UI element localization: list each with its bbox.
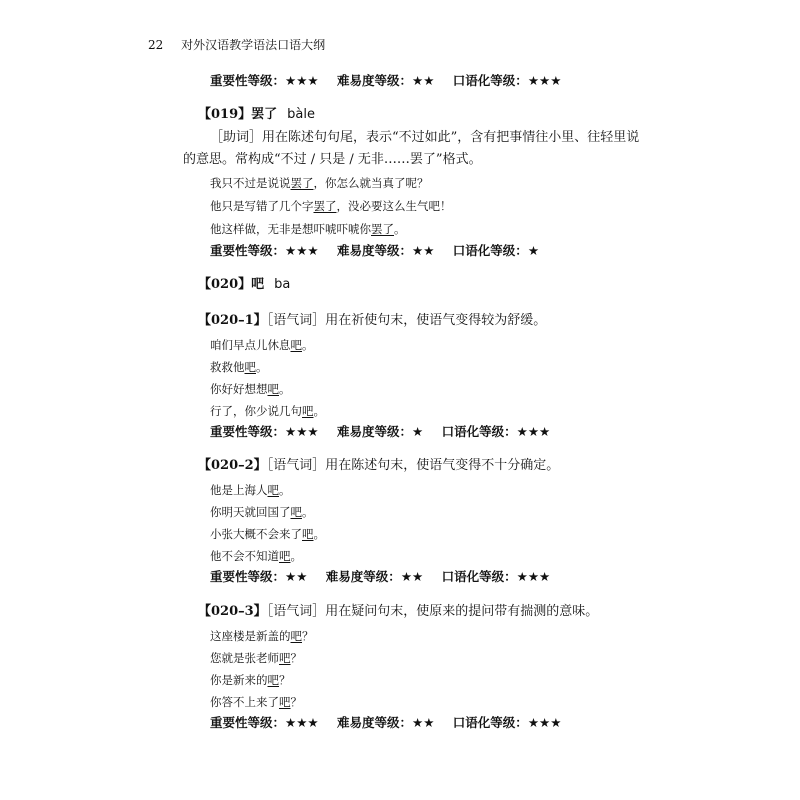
definition-text: ［助词］用在陈述句句尾，表示“不过如此”，含有把事情往小里、往轻里说 (210, 130, 640, 145)
rating-row: 重要性等级：★★ 难易度等级：★★ 口语化等级：★★★ (210, 569, 551, 584)
keyword: 吧 (267, 382, 279, 396)
keyword: 吧 (279, 651, 291, 665)
keyword: 吧 (267, 483, 279, 497)
keyword: 吧 (279, 549, 291, 563)
importance-stars: ★★ (285, 569, 308, 584)
entry-number: 【019】罢了 (198, 107, 278, 122)
definition-text: 的意思。常构成“不过 / 只是 / 无非……罢了”格式。 (183, 152, 482, 167)
difficulty-stars: ★★ (412, 243, 435, 258)
example-sentence: 小张大概不会来了吧。 (210, 527, 325, 541)
keyword: 吧 (267, 673, 279, 687)
example-sentence: 行了，你少说几句吧。 (210, 404, 325, 418)
rating-row: 重要性等级：★★★ 难易度等级：★★ 口语化等级：★ (210, 243, 540, 258)
keyword: 吧 (302, 527, 314, 541)
book-title: 对外汉语教学语法口语大纲 (181, 38, 326, 52)
sub-entry-020-3 (198, 604, 598, 620)
rating-row (210, 73, 561, 89)
definition-text: ［语气词］用在陈述句末，使语气变得不十分确定。 (266, 458, 560, 473)
example-sentence: 他不会不知道吧。 (210, 549, 302, 563)
entry-pinyin: bàle (287, 107, 315, 122)
difficulty-stars: ★★ (400, 569, 424, 584)
running-header (148, 36, 325, 53)
example-sentence: 这座楼是新盖的吧？ (210, 629, 314, 643)
difficulty-stars: ★★ (412, 715, 435, 730)
sub-entry-number: 【020–3】 (198, 604, 267, 619)
keyword: 罢了 (371, 222, 394, 236)
difficulty-stars: ★★ (412, 73, 435, 88)
colloquial-stars: ★★★ (527, 73, 562, 88)
example-sentence: 他是上海人吧。 (210, 483, 291, 497)
importance-stars: ★★★ (285, 424, 319, 439)
difficulty-stars: ★ (412, 424, 424, 439)
example-sentence: 我只不过是说说罢了，你怎么就当真了呢？ (210, 176, 429, 190)
keyword: 吧 (302, 404, 314, 418)
keyword: 罢了 (313, 199, 337, 213)
keyword: 吧 (290, 505, 302, 519)
importance-stars: ★★★ (285, 73, 319, 88)
keyword: 吧 (279, 695, 291, 709)
colloquial-stars: ★ (527, 243, 540, 258)
example-sentence: 你好好想想吧。 (210, 382, 291, 396)
keyword: 罢了 (290, 176, 314, 190)
colloquial-stars: ★★★ (516, 424, 551, 439)
example-sentence: 您就是张老师吧？ (210, 651, 302, 665)
sub-entry-020-1 (198, 313, 546, 329)
definition-text: ［语气词］用在疑问句末，使原来的提问带有揣测的意味。 (266, 604, 599, 619)
rating-row: 重要性等级：★★★ 难易度等级：★ 口语化等级：★★★ (210, 424, 551, 439)
example-sentence: 你是新来的吧？ (210, 673, 291, 687)
importance-label: 重要性等级： (210, 73, 286, 88)
difficulty-label: 难易度等级： (337, 73, 413, 88)
example-sentence: 你答不上来了吧？ (210, 695, 302, 709)
example-sentence: 咱们早点儿休息吧。 (210, 338, 314, 352)
importance-stars: ★★★ (285, 243, 319, 258)
example-sentence: 救救他吧。 (210, 360, 268, 374)
sub-entry-number: 【020–1】 (198, 313, 267, 328)
example-sentence: 他这样做，无非是想吓唬吓唬你罢了。 (210, 222, 406, 236)
colloquial-stars: ★★★ (527, 715, 562, 730)
rating-row: 重要性等级：★★★ 难易度等级：★★ 口语化等级：★★★ (210, 715, 562, 730)
keyword: 吧 (290, 338, 302, 352)
definition-text: ［语气词］用在祈使句末，使语气变得较为舒缓。 (266, 313, 547, 328)
keyword: 吧 (290, 629, 302, 643)
page-number: 22 (148, 38, 164, 52)
entry-heading-020 (198, 277, 290, 293)
colloquial-stars: ★★★ (516, 569, 551, 584)
importance-stars: ★★★ (285, 715, 319, 730)
example-sentence: 你明天就回国了吧。 (210, 505, 314, 519)
entry-heading-019 (198, 107, 315, 123)
sub-entry-number: 【020–2】 (198, 458, 267, 473)
example-sentence: 他只是写错了几个字罢了，没必要这么生气吧！ (210, 199, 452, 213)
keyword: 吧 (244, 360, 256, 374)
sub-entry-020-2 (198, 458, 559, 474)
entry-pinyin: ba (274, 277, 291, 292)
entry-number: 【020】吧 (198, 277, 265, 292)
colloquial-label: 口语化等级： (452, 73, 528, 88)
